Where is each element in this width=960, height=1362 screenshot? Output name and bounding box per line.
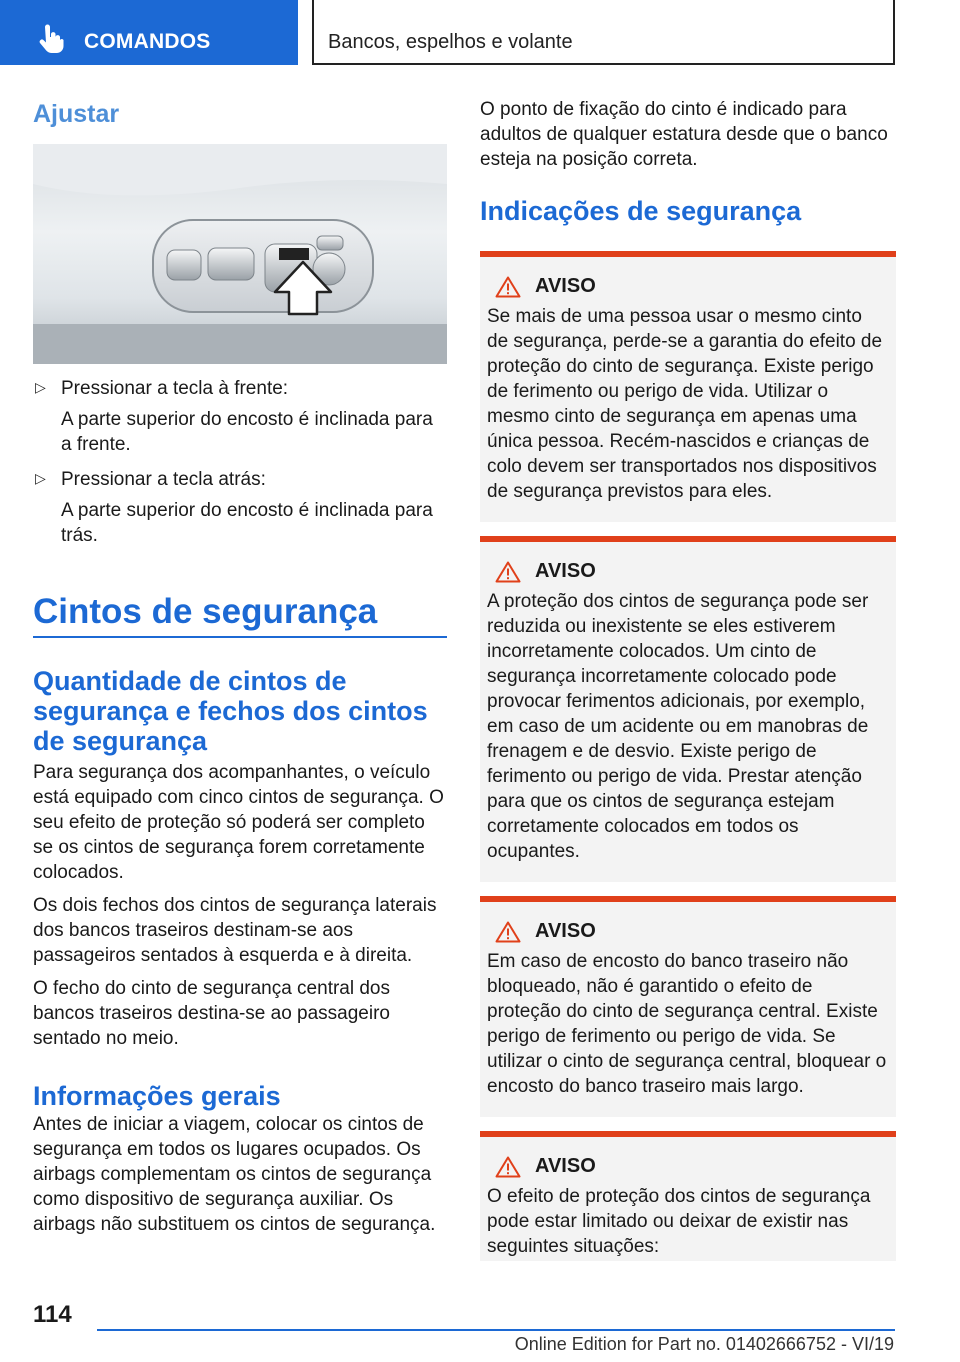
instruction-result: A parte superior do encosto é inclinada para trás. <box>61 500 433 546</box>
instruction-text: Pressionar a tecla atrás: <box>61 469 266 490</box>
paragraph: Os dois fechos dos cintos de segurança laterais dos bancos traseiros destinam-se aos passageiros sentados à esquerda e à direita. <box>33 895 437 966</box>
subheading-indicacoes: Indicações de segurança <box>480 196 802 226</box>
ajustar-heading: Ajustar <box>33 100 120 128</box>
warning-triangle-icon <box>495 1156 521 1178</box>
list-item <box>33 376 447 457</box>
warning-label: AVISO <box>535 1155 596 1177</box>
warning-text: Em caso de encosto do banco traseiro não bloqueado, não é garantido o efeito de proteção do cinto de segurança central. Existe perigo de ferimento ou perigo de vida. Se utilizar o cinto de segurança central, bloquear o encosto do banco traseiro mais largo. <box>487 951 887 1097</box>
page-number: 114 <box>33 1301 72 1328</box>
warning-box <box>480 251 896 522</box>
footer-divider <box>97 1329 895 1331</box>
warning-text: Se mais de uma pessoa usar o mesmo cinto de segurança, perde-se a garantia do efeito de proteção do cinto de segurança. Existe perigo de ferimento ou perigo de vida. Utilizar o mesmo cinto de segurança em apenas uma única pessoa. Recém-nascidos e crianças de colo devem ser transportados nos dispositivos de segurança previstos para eles. <box>487 306 883 502</box>
paragraph: O ponto de fixação do cinto é indicado para adultos de qualquer estatura desde que o banco esteja na posição correta. <box>480 99 888 170</box>
section-tab[interactable] <box>0 0 298 65</box>
section-label: COMANDOS <box>84 30 211 53</box>
subheading-informacoes: Informações gerais <box>33 1081 281 1111</box>
triangle-bullet-icon: ▷ <box>35 379 46 395</box>
warning-title <box>487 275 888 298</box>
warning-label: AVISO <box>535 560 596 582</box>
warning-title <box>487 920 888 943</box>
warning-box <box>480 536 896 882</box>
chapter-header <box>312 0 895 65</box>
warning-triangle-icon <box>495 921 521 943</box>
seat-switch-illustration <box>33 144 447 364</box>
left-column <box>33 100 447 1237</box>
list-item <box>33 467 447 548</box>
paragraph: O fecho do cinto de segurança central dos bancos traseiros destina-se ao passageiro sentado no meio. <box>33 978 391 1049</box>
warning-text: A proteção dos cintos de segurança pode ser reduzida ou inexistente se eles estiverem incorretamente colocados. Um cinto de segurança incorretamente colocado pode provocar ferimentos adicionais, por exemplo, em caso de um acidente ou em manobras de frenagem e de desvio. Existe perigo de ferimento ou perigo de vida. Prestar atenção para que os cintos de segurança estejam corretamente colocados em todos os ocupantes. <box>487 591 869 862</box>
warning-box <box>480 1131 896 1261</box>
footer-edition-link[interactable]: Online Edition for Part no. 01402666752 - VI/19 <box>514 1334 894 1354</box>
seat-control-photo <box>33 144 447 364</box>
paragraph: Para segurança dos acompanhantes, o veículo está equipado com cinco cintos de segurança. O seu efeito de proteção só poderá ser completo se os cintos de segurança forem corretamente colocados. <box>33 762 444 883</box>
hand-pointer-icon <box>36 24 66 54</box>
chapter-title: Bancos, espelhos e volante <box>328 31 573 53</box>
warning-text: O efeito de proteção dos cintos de segurança pode estar limitado ou deixar de existir nas seguintes situações: <box>487 1186 871 1257</box>
warning-triangle-icon <box>495 276 521 298</box>
warning-triangle-icon <box>495 561 521 583</box>
paragraph: Antes de iniciar a viagem, colocar os cintos de segurança em todos os lugares ocupados. Os airbags complementam os cintos de segurança como dispositivo de segurança auxiliar. Os airbags não substituem os cintos de segurança. <box>33 1114 436 1235</box>
triangle-bullet-icon: ▷ <box>35 470 46 486</box>
warning-label: AVISO <box>535 920 596 942</box>
section-heading-cintos: Cintos de segurança <box>33 592 447 638</box>
warning-title <box>487 1155 888 1178</box>
warning-box <box>480 896 896 1117</box>
instruction-result: A parte superior do encosto é inclinada para a frente. <box>61 409 433 455</box>
right-column <box>480 97 896 1275</box>
subheading-quantidade: Quantidade de cintos de segurança e fechos dos cintos de segurança <box>33 666 428 756</box>
warning-title <box>487 560 888 583</box>
warning-label: AVISO <box>535 275 596 297</box>
adjust-instructions <box>33 376 447 548</box>
instruction-text: Pressionar a tecla à frente: <box>61 378 289 399</box>
